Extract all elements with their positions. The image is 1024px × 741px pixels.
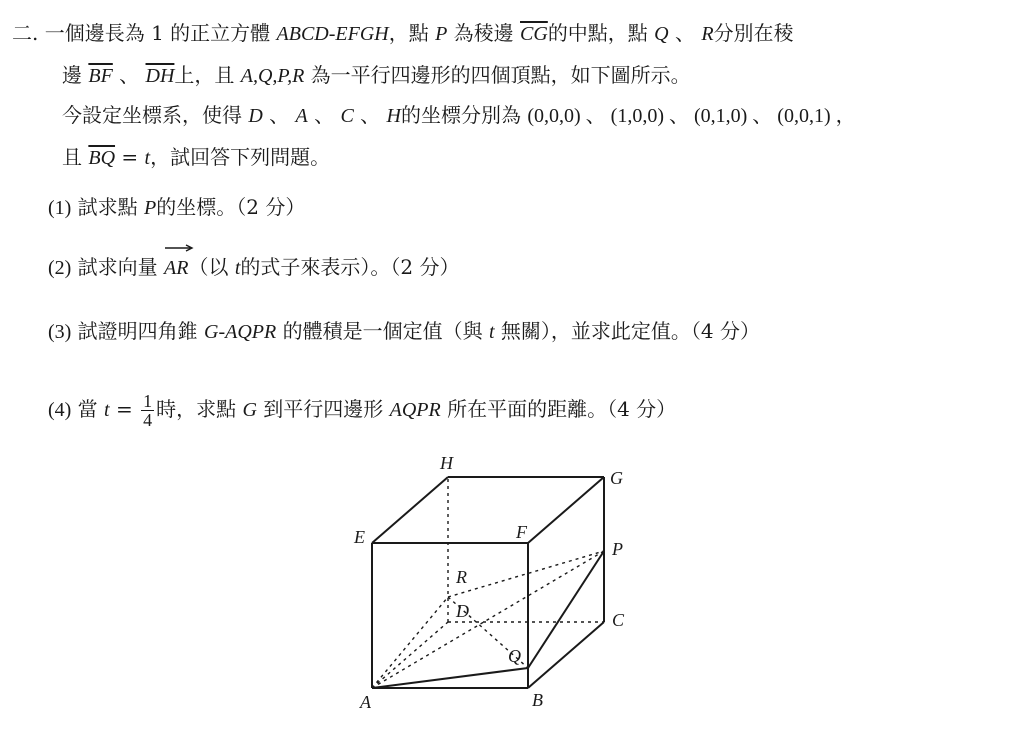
text: 當 bbox=[71, 397, 105, 421]
pyramid-name: G-AQPR bbox=[204, 321, 277, 343]
label-d: D bbox=[456, 601, 469, 621]
text: 的體積是一個定值（與 bbox=[276, 319, 489, 343]
diagonal-ap-hidden bbox=[372, 551, 604, 688]
label-f: F bbox=[516, 522, 527, 542]
point-c: C bbox=[340, 105, 354, 127]
text: 試求點 bbox=[71, 195, 145, 219]
text: 的坐標。（2 分） bbox=[156, 195, 306, 219]
text: 試證明四角錐 bbox=[71, 319, 205, 343]
question-label: (2) bbox=[48, 257, 72, 279]
segment-aq bbox=[372, 668, 528, 688]
text: 一個邊長為 1 的正立方體 bbox=[44, 21, 277, 45]
point-h: H bbox=[386, 105, 401, 127]
label-g: G bbox=[610, 468, 623, 488]
label-b: B bbox=[532, 690, 543, 710]
text: 、 bbox=[262, 103, 296, 127]
text: 且 bbox=[62, 145, 89, 169]
text: 所在平面的距離。（4 分） bbox=[440, 397, 677, 421]
variable-t: t bbox=[488, 321, 495, 343]
text: ，試回答下列問題。 bbox=[150, 145, 331, 169]
label-h: H bbox=[440, 453, 453, 473]
coordinates: (0,0,0) 、 (1,0,0) 、 (0,1,0) 、 (0,0,1) ， bbox=[527, 105, 856, 127]
edge-dh: $\overline{DH}$ bbox=[145, 65, 175, 87]
question-label: (4) bbox=[48, 399, 72, 421]
text: 的坐標分別為 bbox=[400, 103, 528, 127]
label-e: E bbox=[354, 527, 365, 547]
cube-name: ABCD-EFGH bbox=[276, 23, 389, 45]
text: = bbox=[115, 145, 145, 169]
label-q: Q bbox=[508, 646, 521, 666]
variable-t: t bbox=[144, 147, 151, 169]
text: 今設定坐標系，使得 bbox=[62, 103, 249, 127]
edge-bf: $\overline{BF}$ bbox=[88, 65, 113, 87]
problem-number: 二. bbox=[12, 21, 39, 45]
fraction-denominator: 4 bbox=[143, 410, 153, 430]
text: 到平行四邊形 bbox=[256, 397, 390, 421]
text: 、 bbox=[307, 103, 341, 127]
text: 、 bbox=[353, 103, 387, 127]
point-g: G bbox=[242, 399, 257, 421]
text: 為稜邊 bbox=[447, 21, 521, 45]
text: ，點 bbox=[388, 21, 436, 45]
edge-fg bbox=[528, 477, 604, 543]
points-list: A,Q,P,R bbox=[240, 65, 305, 87]
label-r: R bbox=[456, 567, 467, 587]
text: 的中點，點 bbox=[547, 21, 655, 45]
variable-t: t bbox=[104, 399, 110, 421]
text: 分別在稜 bbox=[713, 21, 794, 45]
question-label: (3) bbox=[48, 321, 72, 343]
point-p: P bbox=[435, 23, 448, 45]
fraction-numerator: 1 bbox=[143, 391, 153, 411]
question-label: (1) bbox=[48, 197, 72, 219]
vector-label: AR bbox=[164, 257, 189, 279]
label-a: A bbox=[360, 692, 371, 712]
edge-cg: $\overline{CG}$ bbox=[520, 23, 548, 45]
point-r: R bbox=[701, 23, 714, 45]
segment-bq: $\overline{BQ}$ bbox=[88, 147, 116, 169]
text: 時，求點 bbox=[156, 397, 243, 421]
segment-rp-hidden bbox=[448, 551, 604, 597]
text: 試求向量 bbox=[71, 255, 165, 279]
point-a: A bbox=[295, 105, 308, 127]
text: 上，且 bbox=[174, 63, 241, 87]
edge-ad-hidden bbox=[372, 622, 448, 688]
text: = bbox=[109, 397, 140, 421]
edge-bc bbox=[528, 622, 604, 688]
text: 邊 bbox=[62, 63, 89, 87]
text: 、 bbox=[668, 21, 702, 45]
parallelogram-name: AQPR bbox=[389, 399, 441, 421]
label-c: C bbox=[612, 610, 625, 630]
text: 的式子來表示）。（2 分） bbox=[240, 255, 460, 279]
point-d: D bbox=[248, 105, 263, 127]
point-p: P bbox=[144, 197, 157, 219]
segment-qp bbox=[528, 551, 604, 668]
point-q: Q bbox=[654, 23, 669, 45]
text: 為一平行四邊形的四個頂點，如下圖所示。 bbox=[304, 63, 691, 87]
segment-ar-hidden bbox=[372, 597, 448, 688]
variable-t: t bbox=[234, 257, 241, 279]
label-p: P bbox=[612, 539, 623, 559]
text: （以 bbox=[188, 255, 235, 279]
text: 、 bbox=[112, 63, 146, 87]
text: 無關），並求此定值。（4 分） bbox=[494, 319, 760, 343]
edge-eh bbox=[372, 477, 448, 543]
